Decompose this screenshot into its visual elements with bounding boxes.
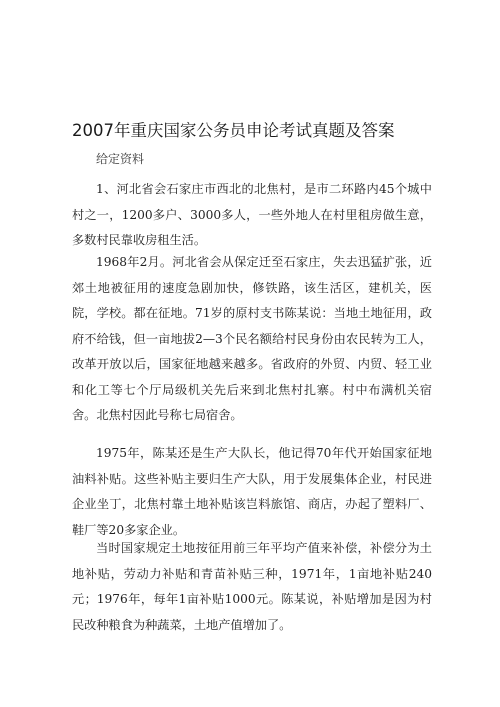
section-label: 给定资料 (96, 152, 145, 166)
paragraph-1: 1、河北省会石家庄市西北的北焦村，是市二环路内45个城中村之一，1200多户、3000多人，一些外地人在村里租房做生意，多数村民靠收房租生活。 (72, 182, 432, 247)
paragraph-4: 当时国家规定土地按征用前三年平均产值来补偿，补偿分为土地补贴，劳动力补贴和青苗补贴三种，1971年，1亩地补贴240元；1976年，每年1亩补贴1000元。陈某说，补贴增加是因为村民改种粮食为种蔬菜，土地产值增加了。 (72, 541, 432, 632)
paragraph-3: 1975年，陈某还是生产大队长，他记得70年代开始国家征地油料补贴。这些补贴主要归生产大队，用于发展集体企业，村民进企业坐丁，北焦村靠土地补贴该岂料旅馆、商店，办起了塑料厂、鞋厂等20多家企业。 (72, 446, 432, 537)
page-title: 2007年重庆国家公务员申论考试真题及答案 (72, 121, 395, 140)
paragraph-2: 1968年2月。河北省会从保定迁至石家庄，失去迅猛扩张，近郊土地被征用的速度急剧加快，修铁路，该生活区，建机关，医院，学校。都在征地。71岁的原村支书陈某说：当地土地征用，政府不给钱，但一亩地拔2—3个民名额给村民身份由农民转为工人，改革开放以后，国家征地越来越多。省政府的外贸、内贸、轻工业和化工等七个厅局级机关先后来到北焦村扎寨。村中布满机关宿舍。北焦村因此号称七局宿舍。 (72, 255, 432, 422)
